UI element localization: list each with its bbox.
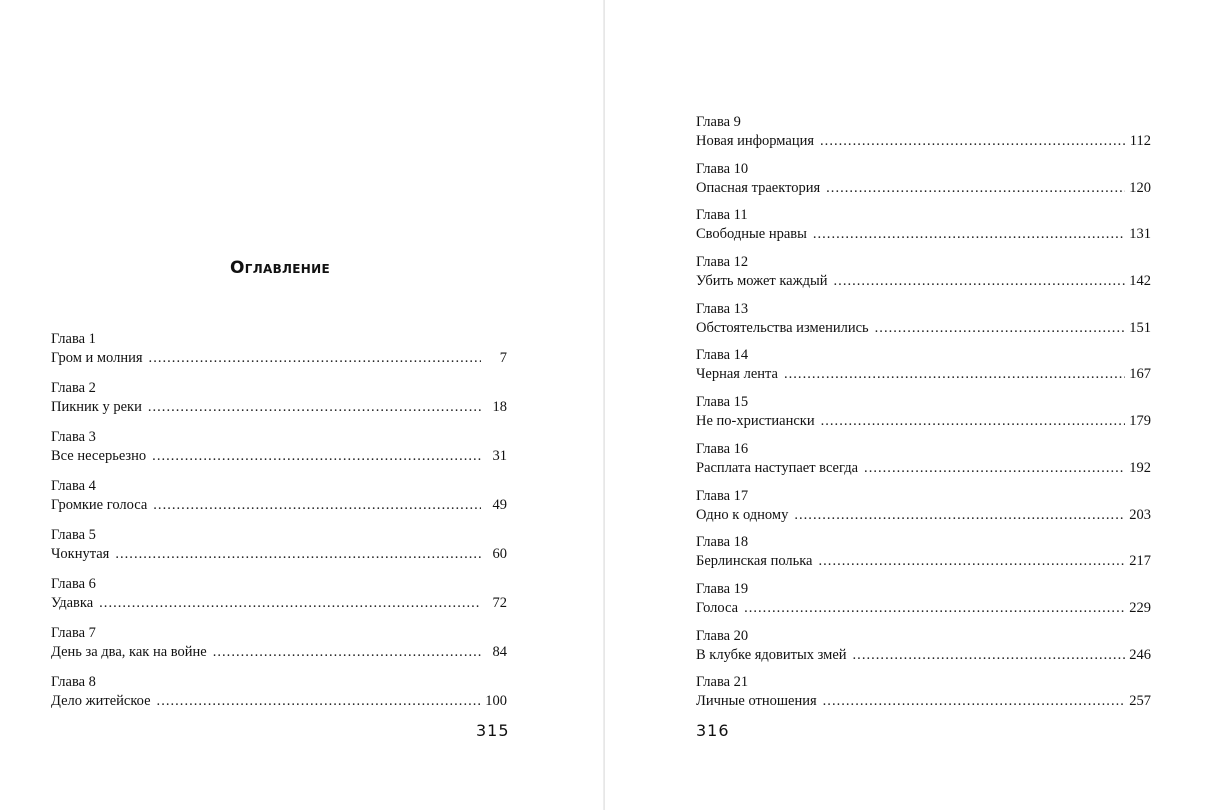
chapter-page-number: 120 xyxy=(1129,179,1151,196)
chapter-page-number: 31 xyxy=(492,448,507,464)
dot-leader xyxy=(213,643,481,662)
chapter-number: Глава 1 xyxy=(51,331,96,347)
right-page xyxy=(605,0,1210,810)
chapter-title: Обстоятельства изменились xyxy=(696,319,869,336)
page-number-right: 316 xyxy=(696,721,730,740)
chapter-title: Личные отношения xyxy=(696,693,817,710)
chapter-page-number: 246 xyxy=(1129,646,1151,663)
toc-entry xyxy=(696,673,1151,720)
toc-entry xyxy=(696,533,1151,580)
chapter-page-number: 192 xyxy=(1129,459,1151,476)
toc-entry-row xyxy=(51,545,507,564)
chapter-title: Черная лента xyxy=(696,366,778,383)
chapter-number: Глава 2 xyxy=(51,380,96,396)
toc-entry-row xyxy=(51,349,507,368)
toc-entry-row xyxy=(696,599,1151,618)
toc-entry-row xyxy=(696,179,1151,198)
chapter-page-number: 72 xyxy=(492,595,507,611)
chapter-number: Глава 12 xyxy=(696,254,749,271)
toc-entry xyxy=(696,346,1151,393)
chapter-number: Глава 15 xyxy=(696,394,749,411)
chapter-title: Чокнутая xyxy=(51,546,110,562)
toc-entry xyxy=(51,428,507,477)
chapter-title: Расплата наступает всегда xyxy=(696,459,859,476)
chapter-number: Глава 5 xyxy=(51,527,96,543)
dot-leader xyxy=(99,594,481,613)
dot-leader xyxy=(819,552,1126,571)
dot-leader xyxy=(864,459,1125,478)
chapter-title: Громкие голоса xyxy=(51,497,148,513)
toc-entry-row xyxy=(696,225,1151,244)
dot-leader xyxy=(853,646,1125,665)
toc-entry xyxy=(51,526,507,575)
chapter-number: Глава 4 xyxy=(51,478,96,494)
toc-list-right xyxy=(696,113,1151,720)
chapter-title: Одно к одному xyxy=(696,506,789,523)
chapter-page-number: 112 xyxy=(1129,133,1151,149)
toc-entry-row xyxy=(51,594,507,613)
chapter-number: Глава 6 xyxy=(51,576,96,592)
toc-entry-row xyxy=(696,506,1151,525)
toc-entry xyxy=(696,253,1151,300)
dot-leader xyxy=(826,179,1125,198)
chapter-page-number: 131 xyxy=(1129,226,1151,243)
chapter-number: Глава 10 xyxy=(696,160,749,177)
chapter-page-number: 179 xyxy=(1129,413,1151,430)
chapter-number: Глава 3 xyxy=(51,429,96,445)
dot-leader xyxy=(784,365,1125,384)
chapter-page-number: 229 xyxy=(1129,599,1151,616)
chapter-title: Дело житейское xyxy=(51,693,151,709)
dot-leader xyxy=(744,599,1125,618)
chapter-page-number: 7 xyxy=(499,350,507,366)
toc-entry xyxy=(696,113,1151,160)
dot-leader xyxy=(152,447,481,466)
chapter-number: Глава 18 xyxy=(696,534,749,551)
dot-leader xyxy=(823,692,1125,711)
toc-entry xyxy=(696,627,1151,674)
chapter-number: Глава 20 xyxy=(696,627,749,644)
chapter-page-number: 203 xyxy=(1129,506,1151,523)
chapter-title: День за два, как на войне xyxy=(51,644,207,660)
chapter-title: Голоса xyxy=(696,599,739,616)
dot-leader xyxy=(149,349,481,368)
toc-entry xyxy=(51,575,507,624)
toc-entry-row xyxy=(51,496,507,515)
toc-entry-row xyxy=(696,272,1151,291)
toc-entry-row xyxy=(51,692,507,711)
chapter-title: Берлинская полька xyxy=(696,553,813,570)
chapter-page-number: 84 xyxy=(492,644,507,660)
chapter-page-number: 151 xyxy=(1129,319,1151,336)
toc-entry-row xyxy=(696,646,1151,665)
dot-leader xyxy=(813,225,1125,244)
toc-list-left xyxy=(51,330,507,722)
left-page xyxy=(0,0,604,810)
dot-leader xyxy=(148,398,481,417)
toc-entry xyxy=(696,206,1151,253)
toc-entry-row xyxy=(696,365,1151,384)
toc-entry xyxy=(696,580,1151,627)
chapter-page-number: 100 xyxy=(485,693,507,709)
toc-entry xyxy=(696,160,1151,207)
chapter-number: Глава 21 xyxy=(696,674,749,691)
toc-entry xyxy=(51,477,507,526)
dot-leader xyxy=(820,132,1125,151)
chapter-title: В клубке ядовитых змей xyxy=(696,646,847,663)
chapter-title: Гром и молния xyxy=(51,350,143,366)
chapter-page-number: 257 xyxy=(1129,693,1151,710)
chapter-number: Глава 7 xyxy=(51,625,96,641)
dot-leader xyxy=(821,412,1125,431)
chapter-title: Опасная траектория xyxy=(696,179,821,196)
toc-entry-row xyxy=(696,459,1151,478)
toc-entry xyxy=(696,393,1151,440)
toc-title: Оглавление xyxy=(230,258,330,278)
chapter-page-number: 60 xyxy=(492,546,507,562)
chapter-title: Не по-христиански xyxy=(696,413,815,430)
toc-entry xyxy=(696,440,1151,487)
toc-entry-row xyxy=(51,398,507,417)
dot-leader xyxy=(875,319,1125,338)
toc-entry xyxy=(696,300,1151,347)
chapter-number: Глава 9 xyxy=(696,114,741,130)
dot-leader xyxy=(153,496,481,515)
chapter-number: Глава 16 xyxy=(696,440,749,457)
toc-entry-row xyxy=(696,692,1151,711)
toc-entry-row xyxy=(696,552,1151,571)
toc-entry-row xyxy=(51,447,507,466)
toc-entry xyxy=(51,624,507,673)
chapter-number: Глава 14 xyxy=(696,347,749,364)
chapter-title: Свободные нравы xyxy=(696,226,807,243)
chapter-title: Удавка xyxy=(51,595,94,611)
toc-entry-row xyxy=(696,132,1151,151)
chapter-number: Глава 17 xyxy=(696,487,749,504)
toc-entry xyxy=(51,379,507,428)
chapter-page-number: 142 xyxy=(1129,273,1151,290)
toc-entry xyxy=(51,673,507,722)
dot-leader xyxy=(834,272,1125,291)
toc-entry-row xyxy=(696,319,1151,338)
toc-entry-row xyxy=(696,412,1151,431)
chapter-number: Глава 19 xyxy=(696,580,749,597)
chapter-number: Глава 8 xyxy=(51,674,96,690)
chapter-page-number: 18 xyxy=(492,399,507,415)
chapter-title: Пикник у реки xyxy=(51,399,142,415)
chapter-page-number: 49 xyxy=(492,497,507,513)
chapter-title: Все несерьезно xyxy=(51,448,147,464)
toc-entry xyxy=(51,330,507,379)
chapter-page-number: 217 xyxy=(1129,553,1151,570)
toc-entry-row xyxy=(51,643,507,662)
chapter-number: Глава 13 xyxy=(696,300,749,317)
toc-entry xyxy=(696,487,1151,534)
chapter-title: Убить может каждый xyxy=(696,273,828,290)
page-number-left: 315 xyxy=(476,721,510,740)
chapter-title: Новая информация xyxy=(696,133,815,149)
dot-leader xyxy=(115,545,481,564)
chapter-number: Глава 11 xyxy=(696,207,748,224)
dot-leader xyxy=(157,692,481,711)
dot-leader xyxy=(794,506,1125,525)
chapter-page-number: 167 xyxy=(1129,366,1151,383)
